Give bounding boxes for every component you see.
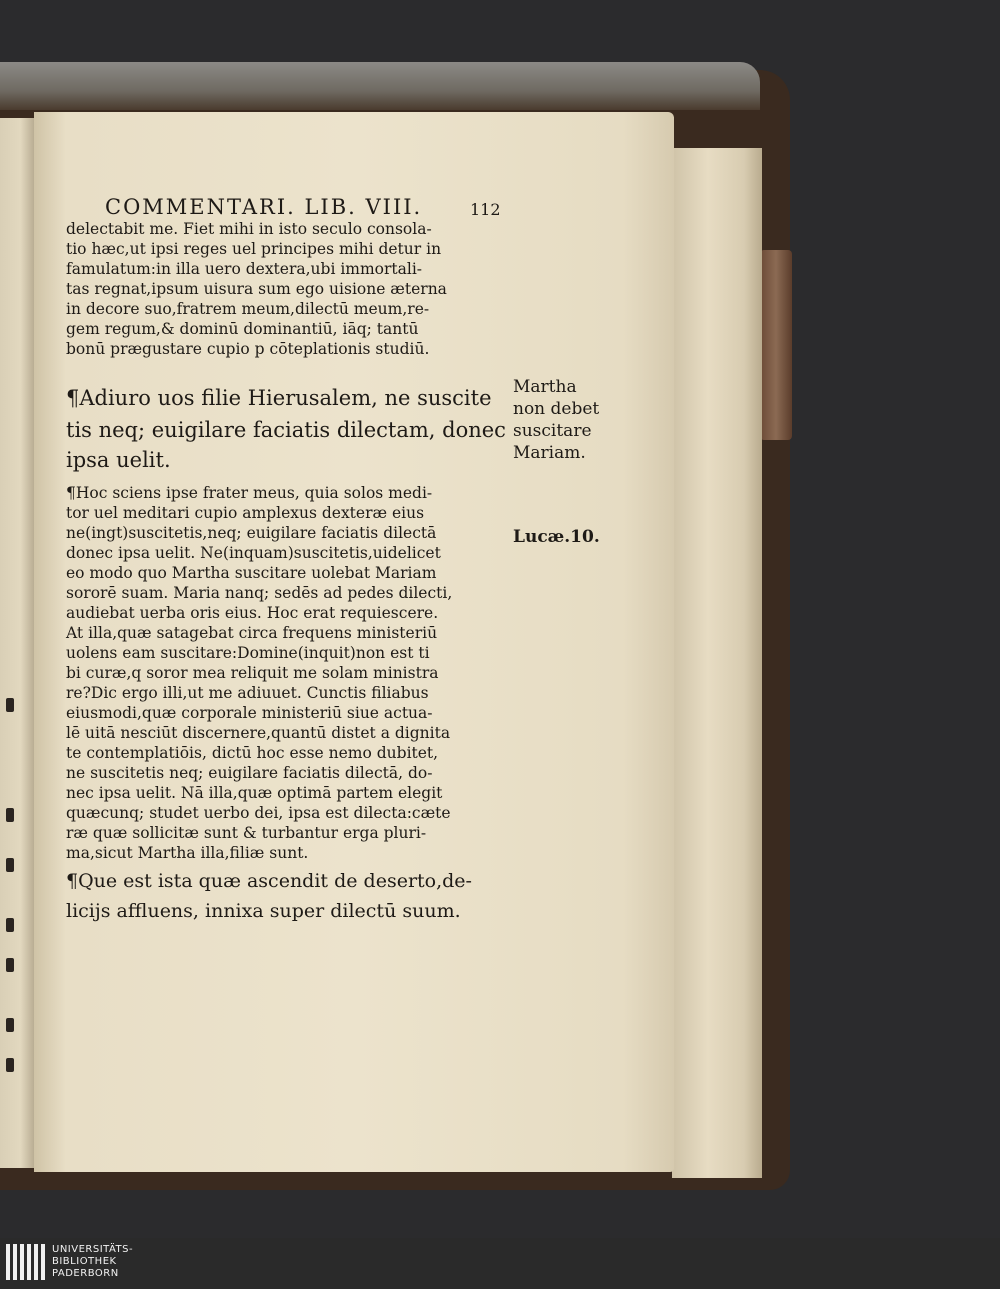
margin-note: suscitare: [513, 421, 592, 441]
library-name-line: BIBLIOTHEK: [52, 1256, 117, 1267]
text-line: bi curæ,q soror mea reliquit me solam ministra: [66, 664, 439, 682]
text-line: sororē suam. Maria nanq; sedēs ad pedes dilecti,: [66, 584, 453, 602]
text-line: lē uitā nesciūt discernere,quantū distet a dignita: [66, 724, 451, 742]
running-header: COMMENTARI. LIB. VIII.: [105, 195, 423, 219]
verse-line: ipsa uelit.: [66, 448, 171, 472]
text-line: ne suscitetis neq; euigilare faciatis dilectā, do-: [66, 764, 433, 782]
library-logo-icon: [6, 1244, 45, 1280]
text-line: tor uel meditari cupio amplexus dexteræ eius: [66, 504, 425, 522]
margin-note: non debet: [513, 399, 600, 419]
text-line: bonū prægustare cupio p cōteplationis studiū.: [66, 340, 430, 358]
text-line: eo modo quo Martha suscitare uolebat Mariam: [66, 564, 437, 582]
margin-note: Martha: [513, 377, 577, 397]
library-footer: [0, 1238, 1000, 1289]
text-line: uolens eam suscitare:Domine(inquit)non est ti: [66, 644, 430, 662]
text-line: quæcunq; studet uerbo dei, ipsa est dilecta:cæte: [66, 804, 451, 822]
margin-note-reference: Lucæ.10.: [513, 527, 600, 547]
verse-line: tis neq; euigilare faciatis dilectam, donec: [66, 418, 506, 442]
page-fore-edge: [672, 148, 762, 1178]
verse-line: ¶Adiuro uos filie Hierusalem, ne suscite: [66, 386, 492, 410]
book-cover-top: [0, 62, 760, 110]
library-name-line: UNIVERSITÄTS-: [52, 1244, 134, 1255]
library-name-line: PADERBORN: [52, 1268, 119, 1279]
left-page-edge: [0, 118, 34, 1168]
text-line: ne(ingt)suscitetis,neq; euigilare faciatis dilectā: [66, 524, 437, 542]
text-line: gem regum,& dominū dominantiū, iāq; tantū: [66, 320, 419, 338]
text-line: audiebat uerba oris eius. Hoc erat requiescere.: [66, 604, 439, 622]
verse-line: ¶Que est ista quæ ascendit de deserto,de-: [66, 870, 472, 892]
text-line: nec ipsa uelit. Nā illa,quæ optimā partem elegit: [66, 784, 443, 802]
text-line: At illa,quæ satagebat circa frequens ministeriū: [66, 624, 438, 642]
margin-note: Mariam.: [513, 443, 586, 463]
text-line: tio hæc,ut ipsi reges uel principes mihi detur in: [66, 240, 442, 258]
text-line: te contemplatiōis, dictū hoc esse nemo dubitet,: [66, 744, 439, 762]
text-line: in decore suo,fratrem meum,dilectū meum,re-: [66, 300, 430, 318]
text-line: re?Dic ergo illi,ut me adiuuet. Cunctis filiabus: [66, 684, 429, 702]
text-line: donec ipsa uelit. Ne(inquam)suscitetis,uidelicet: [66, 544, 441, 562]
text-line: ræ quæ sollicitæ sunt & turbantur erga pluri-: [66, 824, 427, 842]
text-line: ma,sicut Martha illa,filiæ sunt.: [66, 844, 309, 862]
text-line: famulatum:in illa uero dextera,ubi immortali-: [66, 260, 423, 278]
text-line: ¶Hoc sciens ipse frater meus, quia solos medi-: [66, 484, 433, 502]
clasp-strap: [760, 250, 792, 440]
folio-number: 112: [470, 200, 501, 219]
text-line: eiusmodi,quæ corporale ministeriū siue actua-: [66, 704, 433, 722]
text-line: tas regnat,ipsum uisura sum ego uisione æterna: [66, 280, 447, 298]
verse-line: licijs affluens, innixa super dilectū suum.: [66, 900, 461, 922]
text-line: delectabit me. Fiet mihi in isto seculo consola-: [66, 220, 432, 238]
